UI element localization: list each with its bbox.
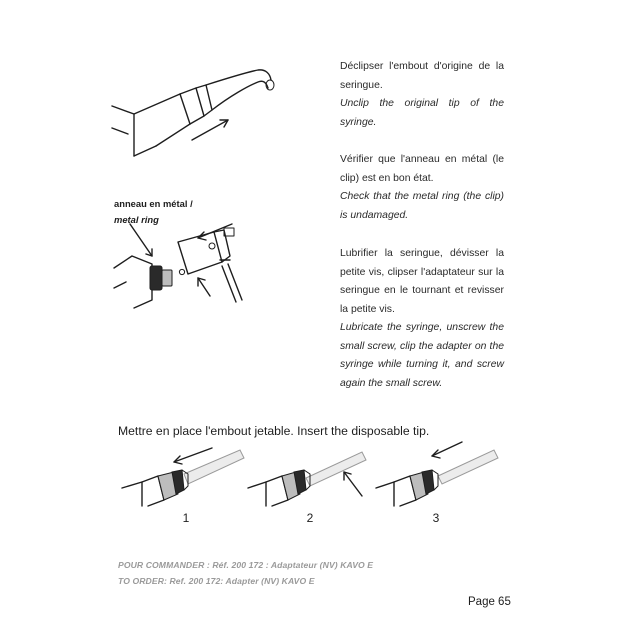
ring-label-fr: anneau en métal / — [114, 198, 193, 209]
step-1-en: Unclip the original tip of the syringe. — [340, 98, 504, 128]
step-1-fr: Déclipser l'embout d'origine de la seringue. — [340, 61, 504, 91]
step-2-en: Check that the metal ring (the clip) is undamaged. — [340, 191, 504, 221]
step-3-en: Lubricate the syringe, unscrew the small screw, clip the adapter on the syringe while turning it, and screw again the small screw. — [340, 322, 504, 389]
step-number-1: 1 — [182, 511, 190, 525]
metal-ring-label — [114, 196, 193, 228]
step-number-3: 3 — [432, 511, 440, 525]
step-lubricate-text — [340, 245, 504, 393]
insert-tip-heading: Mettre en place l'embout jetable. Insert the disposable tip. — [118, 424, 430, 438]
step-3-fr: Lubrifier la seringue, dévisser la petite vis, clipser l'adaptateur sur la seringue en le tournant et revisser la petite vis. — [340, 248, 504, 315]
order-reference-en: TO ORDER: Ref. 200 172: Adapter (NV) KAVO E — [118, 576, 315, 586]
step-check-ring-text — [340, 151, 504, 225]
step-unclip-text — [340, 58, 504, 132]
ring-label-en: metal ring — [114, 214, 159, 225]
step-number-2: 2 — [306, 511, 314, 525]
step-2-fr: Vérifier que l'anneau en métal (le clip) est en bon état. — [340, 154, 504, 184]
order-reference-fr: POUR COMMANDER : Réf. 200 172 : Adaptateur (NV) KAVO E — [118, 560, 374, 570]
insert-tip-step-1-illustration — [118, 444, 248, 510]
insert-tip-step-3-illustration — [372, 436, 502, 508]
insert-tip-step-2-illustration — [244, 444, 374, 510]
syringe-original-tip-illustration — [108, 58, 288, 168]
page-number: Page 65 — [468, 596, 511, 608]
